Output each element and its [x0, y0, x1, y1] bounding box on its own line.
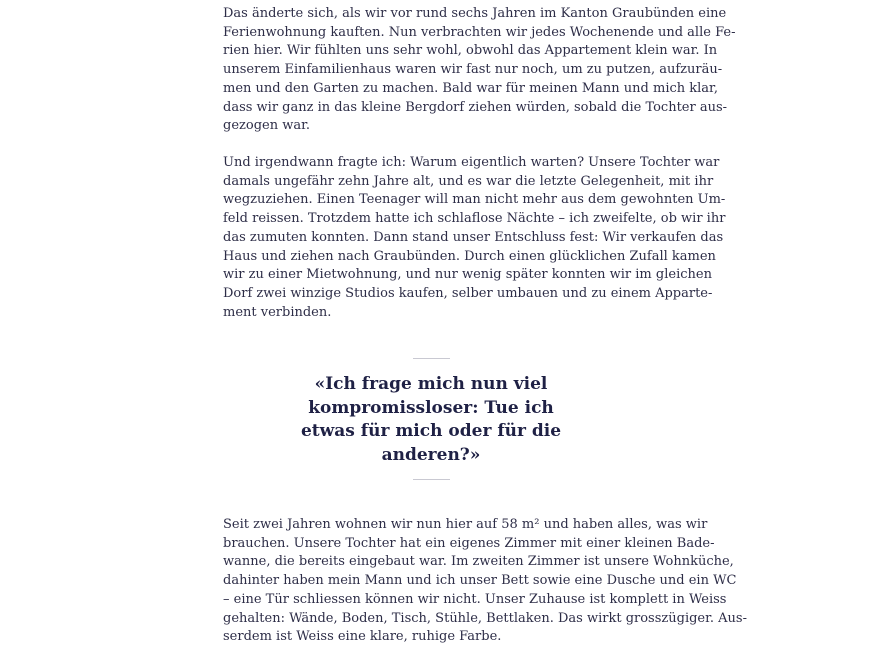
- quote-line: anderen?»: [381, 444, 481, 465]
- paragraph-line: wir zu einer Mietwohnung, und nur wenig später konnten wir im gleichen: [223, 267, 712, 283]
- quote-line: etwas für mich oder für die: [300, 421, 562, 441]
- paragraph-line: Seit zwei Jahren wohnen wir nun hier auf 58 m² und haben alles, was wir: [223, 517, 708, 532]
- paragraph-line: ment verbinden.: [223, 304, 332, 320]
- paragraph-line: Das änderte sich, als wir vor rund sechs Jahren im Kanton Graubünden eine: [223, 6, 727, 21]
- paragraph-line: unserem Einfamilienhaus waren wir fast nur noch, um zu putzen, aufzuräu-: [223, 62, 723, 78]
- article-paragraph: [223, 516, 747, 647]
- paragraph-line: gezogen war.: [223, 118, 311, 134]
- paragraph-line: brauchen. Unsere Tochter hat ein eigenes Zimmer mit einer kleinen Bade-: [223, 535, 715, 551]
- quote-divider-top: [413, 358, 450, 359]
- paragraph-line: Haus und ziehen nach Graubünden. Durch einen glücklichen Zufall kamen: [223, 248, 716, 264]
- paragraph-line: – eine Tür schliessen können wir nicht. Unser Zuhause ist komplett in Weiss: [223, 591, 727, 607]
- pull-quote: [223, 358, 639, 480]
- paragraph-line: gehalten: Wände, Boden, Tisch, Stühle, Bettlaken. Das wirkt grosszügiger. Aus-: [223, 610, 747, 626]
- paragraph-line: men und den Garten zu machen. Bald war für meinen Mann und mich klar,: [223, 80, 718, 96]
- paragraph-line: wegzuziehen. Einen Teenager will man nicht mehr aus dem gewohnten Um-: [223, 192, 726, 208]
- article-paragraph: [223, 5, 735, 136]
- paragraph-line: dass wir ganz in das kleine Bergdorf ziehen würden, sobald die Tochter aus-: [223, 99, 728, 115]
- quote-line: kompromissloser: Tue ich: [308, 397, 554, 418]
- paragraph-line: Ferienwohnung kauften. Nun verbrachten wir jedes Wochenende und alle Fe-: [223, 24, 736, 40]
- article-paragraph: [223, 154, 725, 322]
- paragraph-line: dahinter haben mein Mann und ich unser Bett sowie eine Dusche und ein WC: [223, 573, 737, 589]
- paragraph-line: das zumuten konnten. Dann stand unser Entschluss fest: Wir verkaufen das: [223, 229, 724, 245]
- paragraph-line: serdem ist Weiss eine klare, ruhige Farbe.: [223, 629, 502, 645]
- paragraph-line: Dorf zwei winzige Studios kaufen, selber umbauen und zu einem Apparte-: [223, 285, 713, 301]
- pull-quote-text: [223, 373, 639, 467]
- quote-divider-bottom: [413, 479, 450, 480]
- paragraph-line: feld reissen. Trotzdem hatte ich schlaflose Nächte – ich zweifelte, ob wir ihr: [223, 211, 726, 227]
- paragraph-line: Und irgendwann fragte ich: Warum eigentlich warten? Unsere Tochter war: [223, 155, 720, 170]
- paragraph-line: damals ungefähr zehn Jahre alt, und es war die letzte Gelegenheit, mit ihr: [223, 173, 714, 189]
- quote-line: «Ich frage mich nun viel: [314, 374, 548, 394]
- paragraph-line: wanne, die bereits eingebaut war. Im zweiten Zimmer ist unsere Wohnküche,: [223, 554, 734, 570]
- paragraph-line: rien hier. Wir fühlten uns sehr wohl, obwohl das Appartement klein war. In: [223, 43, 718, 59]
